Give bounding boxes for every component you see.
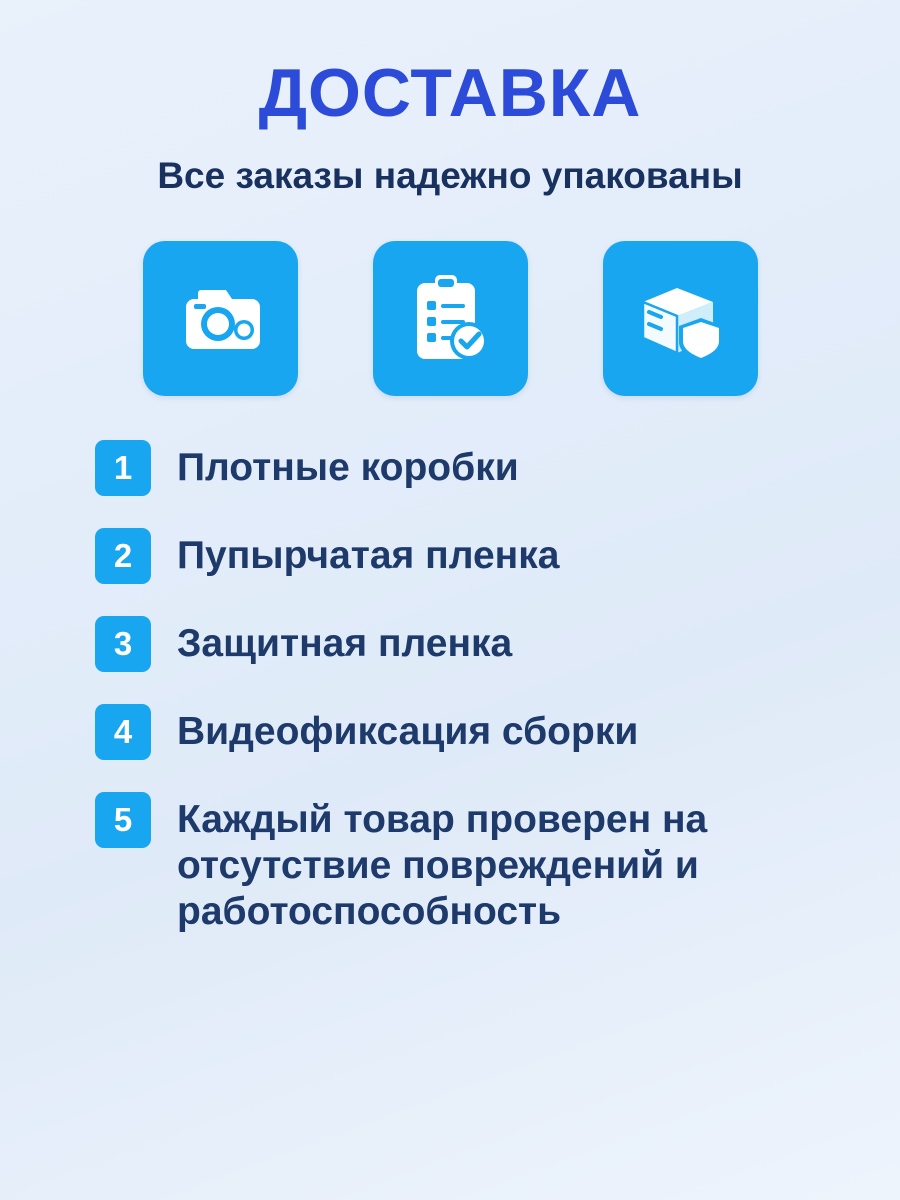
step-text: Каждый товар проверен на отсутствие повреждений и работоспособность <box>177 798 708 933</box>
list-item <box>95 704 860 760</box>
step-text: Защитная пленка <box>177 622 513 666</box>
step-text: Плотные коробки <box>177 446 519 490</box>
step-number-badge: 3 <box>95 616 151 672</box>
step-number-badge: 5 <box>95 792 151 848</box>
list-item <box>95 792 860 934</box>
step-number-badge: 2 <box>95 528 151 584</box>
list-item <box>95 616 860 672</box>
step-text: Пупырчатая пленка <box>177 534 560 578</box>
protected-box-icon <box>631 274 729 364</box>
camera-icon-tile <box>143 241 298 396</box>
page-title: ДОСТАВКА <box>258 55 642 131</box>
page-subtitle: Все заказы надежно упакованы <box>157 155 743 197</box>
checklist-icon-tile <box>373 241 528 396</box>
list-item <box>95 440 860 496</box>
packaging-steps-list <box>0 440 900 934</box>
camera-icon <box>174 280 266 358</box>
protected-box-icon-tile <box>603 241 758 396</box>
feature-icon-row <box>0 241 900 396</box>
checklist-clipboard-icon <box>407 271 493 367</box>
step-number-badge: 1 <box>95 440 151 496</box>
step-text: Видеофиксация сборки <box>177 710 639 754</box>
step-number-badge: 4 <box>95 704 151 760</box>
list-item <box>95 528 860 584</box>
